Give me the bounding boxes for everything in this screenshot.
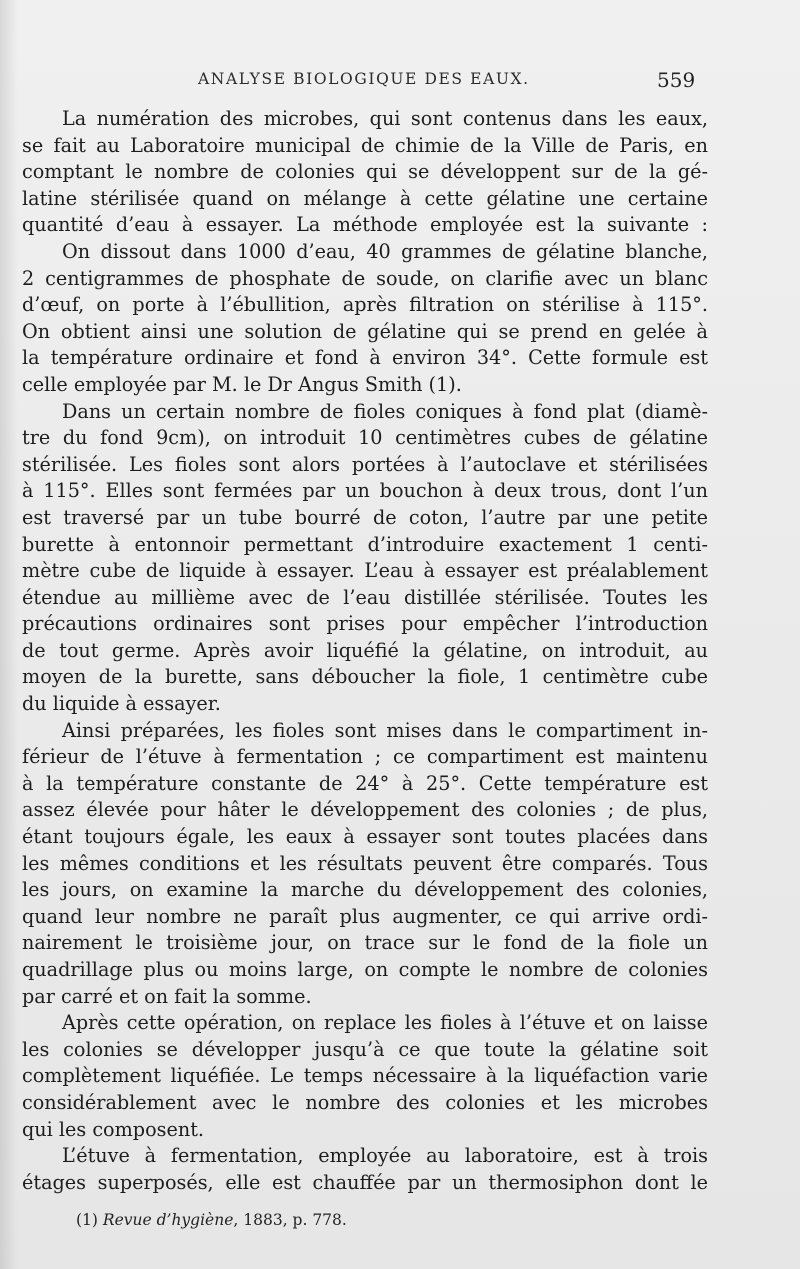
text-line: se fait au Laboratoire municipal de chimie de la Ville de Paris, en	[22, 133, 708, 157]
text-line: tre du fond 9cm), on introduit 10 centimètres cubes de gélatine	[22, 426, 708, 450]
text-line: Après cette opération, on replace les fioles à l’étuve et on laisse	[62, 1011, 708, 1035]
text-line: Dans un certain nombre de fioles coniques à fond plat (diamè-	[62, 399, 708, 423]
text-line: assez élevée pour hâter le développement des colonies ; de plus,	[22, 798, 708, 822]
text-line: à 115°. Elles sont fermées par un bouchon à deux trous, dont l’un	[22, 479, 708, 503]
text-line: étages superposés, elle est chauffée par un thermosiphon dont le	[22, 1170, 708, 1194]
text-line: La numération des microbes, qui sont contenus dans les eaux,	[62, 107, 708, 130]
footnote-citation: , 1883, p. 778.	[233, 1211, 347, 1229]
text-line: quantité d’eau à essayer. La méthode employée est la suivante :	[22, 213, 708, 237]
text-line: comptant le nombre de colonies qui se développent sur de la gé-	[22, 160, 708, 184]
text-line: mètre cube de liquide à essayer. L’eau à essayer est préalablement	[22, 559, 708, 583]
text-line: Ainsi préparées, les fioles sont mises dans le compartiment in-	[62, 718, 708, 742]
text-line: 2 centigrammes de phosphate de soude, on clarifie avec un blanc	[22, 266, 708, 290]
text-line: qui les composent.	[22, 1117, 205, 1141]
text-line: étant toujours égale, les eaux à essayer sont toutes placées dans	[22, 825, 708, 849]
text-line: quadrillage plus ou moins large, on compte le nombre de colonies	[22, 958, 708, 981]
text-line: moyen de la burette, sans déboucher la fiole, 1 centimètre cube	[22, 665, 708, 689]
text-line: les colonies se développer jusqu’à ce que toute la gélatine soit	[22, 1037, 708, 1061]
text-line: On dissout dans 1000 d’eau, 40 grammes de gélatine blanche,	[62, 239, 708, 263]
text-line: la température ordinaire et fond à environ 34°. Cette formule est	[22, 346, 708, 370]
text-line: du liquide à essayer.	[22, 692, 221, 716]
text-line: étendue au millième avec de l’eau distillée stérilisée. Toutes les	[22, 585, 708, 609]
text-line: les mêmes conditions et les résultats peuvent être comparés. Tous	[22, 851, 708, 875]
text-line: celle employée par M. le Dr Angus Smith (1).	[22, 372, 462, 396]
text-line: quand leur nombre ne paraît plus augmenter, ce qui arrive ordi-	[22, 904, 708, 928]
text-line: férieur de l’étuve à fermentation ; ce compartiment est maintenu	[22, 745, 708, 769]
text-line: stérilisée. Les fioles sont alors portées à l’autoclave et stérilisées	[22, 452, 708, 476]
text-line: On obtient ainsi une solution de gélatine qui se prend en gelée à	[22, 319, 708, 343]
text-line: nairement le troisième jour, on trace sur le fond de la fiole un	[22, 931, 708, 955]
footnote-source: Revue d’hygiène	[102, 1211, 234, 1229]
text-line: d’œuf, on porte à l’ébullition, après filtration on stérilise à 115°.	[22, 293, 708, 317]
footnote	[76, 1211, 347, 1229]
text-line: les jours, on examine la marche du développement des colonies,	[22, 878, 708, 902]
text-line: est traversé par un tube bourré de coton, l’autre par une petite	[22, 505, 708, 529]
text-line: de tout germe. Après avoir liquéfié la gélatine, on introduit, au	[22, 638, 708, 662]
text-line: considérablement avec le nombre des colonies et les microbes	[22, 1090, 708, 1114]
page-header	[0, 70, 800, 96]
page-number: 559	[657, 68, 696, 92]
running-title: ANALYSE BIOLOGIQUE DES EAUX.	[198, 70, 530, 88]
text-line: à la température constante de 24° à 25°. Cette température est	[22, 771, 708, 795]
footnote-marker: (1)	[76, 1211, 98, 1229]
main-text	[22, 106, 708, 1196]
text-line: burette à entonnoir permettant d’introduire exactement 1 centi-	[22, 532, 708, 556]
text-line: complètement liquéfiée. Le temps nécessaire à la liquéfaction varie	[22, 1064, 708, 1088]
text-line: L’étuve à fermentation, employée au laboratoire, est à trois	[62, 1144, 708, 1168]
text-line: précautions ordinaires sont prises pour empêcher l’introduction	[22, 612, 708, 636]
text-line: latine stérilisée quand on mélange à cette gélatine une certaine	[22, 186, 708, 210]
text-line: par carré et on fait la somme.	[22, 984, 312, 1008]
